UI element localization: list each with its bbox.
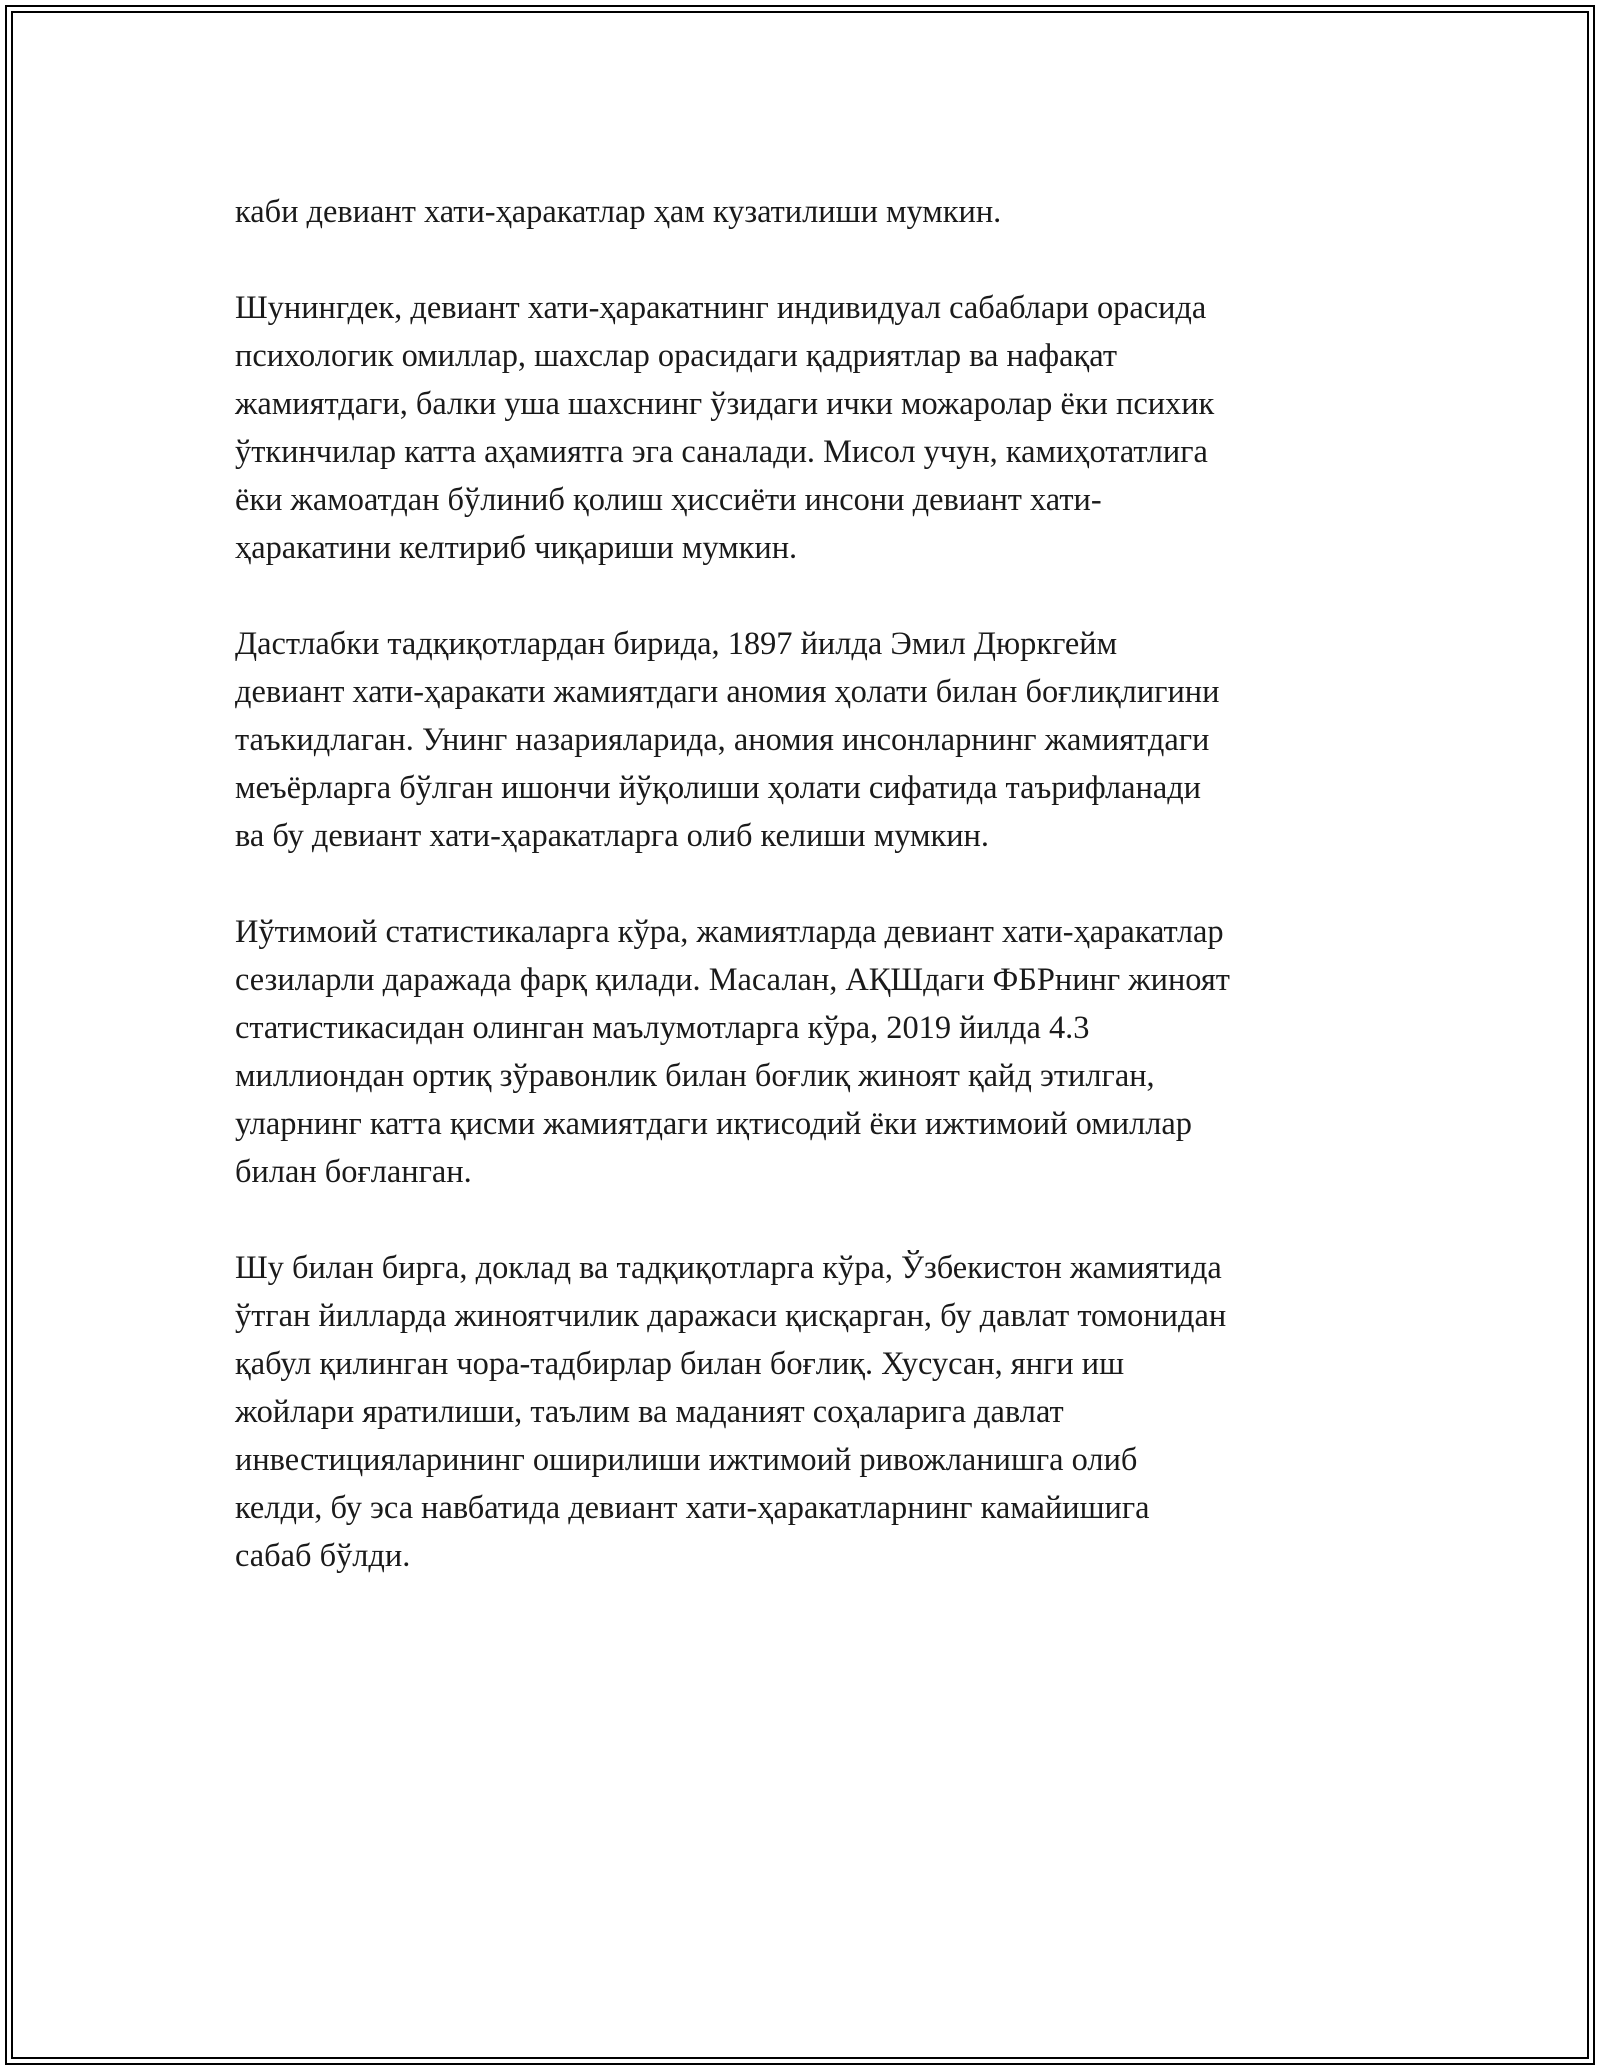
text-line: ва бу девиант хати-ҳаракатларга олиб келиши мумкин. <box>235 818 989 854</box>
text-line: девиант хати-ҳаракати жамиятдаги аномия ҳолати билан боғлиқлигини <box>235 674 1220 710</box>
text-line: инвестицияларининг оширилиши ижтимоий ривожланишга олиб <box>235 1442 1138 1478</box>
text-line: Шунингдек, девиант хати-ҳаракатнинг индивидуал сабаблари орасида <box>235 290 1207 326</box>
text-line: сезиларли даражада фарқ қилади. Масалан, АҚШдаги ФБРнинг жиноят <box>235 962 1230 998</box>
text-line: статистикасидан олинган маълумотларга кўра, 2019 йилда 4.3 <box>235 1010 1090 1046</box>
text-line: жойлари яратилиши, таълим ва маданият соҳаларига давлат <box>235 1394 1064 1430</box>
text-line: ҳаракатини келтириб чиқариши мумкин. <box>235 530 798 566</box>
text-line: Шу билан бирга, доклад ва тадқиқотларга кўра, Ўзбекистон жамиятида <box>235 1250 1222 1286</box>
text-line: ёки жамоатдан бўлиниб қолиш ҳиссиёти инсони девиант хати- <box>235 482 1102 518</box>
text-line: уларнинг катта қисми жамиятдаги иқтисодий ёки ижтимоий омиллар <box>235 1106 1192 1142</box>
paragraph-statistics <box>235 908 1385 1196</box>
text-line: психологик омиллар, шахслар орасидаги қадриятлар ва нафақат <box>235 338 1117 374</box>
text-line: қабул қилинган чора-тадбирлар билан боғлиқ. Хусусан, янги иш <box>235 1346 1125 1382</box>
text-line: жамиятдаги, балки уша шахснинг ўзидаги ички можаролар ёки психик <box>235 386 1215 422</box>
text-line: Иўтимоий статистикаларга кўра, жамиятларда девиант хати-ҳаракатлар <box>235 914 1224 950</box>
document-body <box>235 188 1385 1580</box>
text-line: миллиондан ортиқ зўравонлик билан боғлиқ жиноят қайд этилган, <box>235 1058 1155 1094</box>
text-line: меъёрларга бўлган ишончи йўқолиши ҳолати сифатида таърифланади <box>235 770 1202 806</box>
text-line: ўтган йилларда жиноятчилик даражаси қисқарган, бу давлат томонидан <box>235 1298 1227 1334</box>
text-line: келди, бу эса навбатида девиант хати-ҳаракатларнинг камайишига <box>235 1490 1150 1526</box>
text-line: ўткинчилар катта аҳамиятга эга саналади. Мисол учун, камиҳотатлига <box>235 434 1208 470</box>
text-line: таъкидлаган. Унинг назарияларида, аномия инсонларнинг жамиятдаги <box>235 722 1210 758</box>
text-line: каби девиант хати-ҳаракатлар ҳам кузатилиши мумкин. <box>235 194 1002 230</box>
text-line: билан боғланган. <box>235 1154 472 1190</box>
text-line: Дастлабки тадқиқотлардан бирида, 1897 йилда Эмил Дюркгейм <box>235 626 1118 662</box>
paragraph-individual-causes <box>235 284 1385 572</box>
text-line: сабаб бўлди. <box>235 1538 411 1574</box>
paragraph-continuation <box>235 188 1385 236</box>
paragraph-durkheim <box>235 620 1385 860</box>
paragraph-uzbekistan <box>235 1244 1385 1580</box>
